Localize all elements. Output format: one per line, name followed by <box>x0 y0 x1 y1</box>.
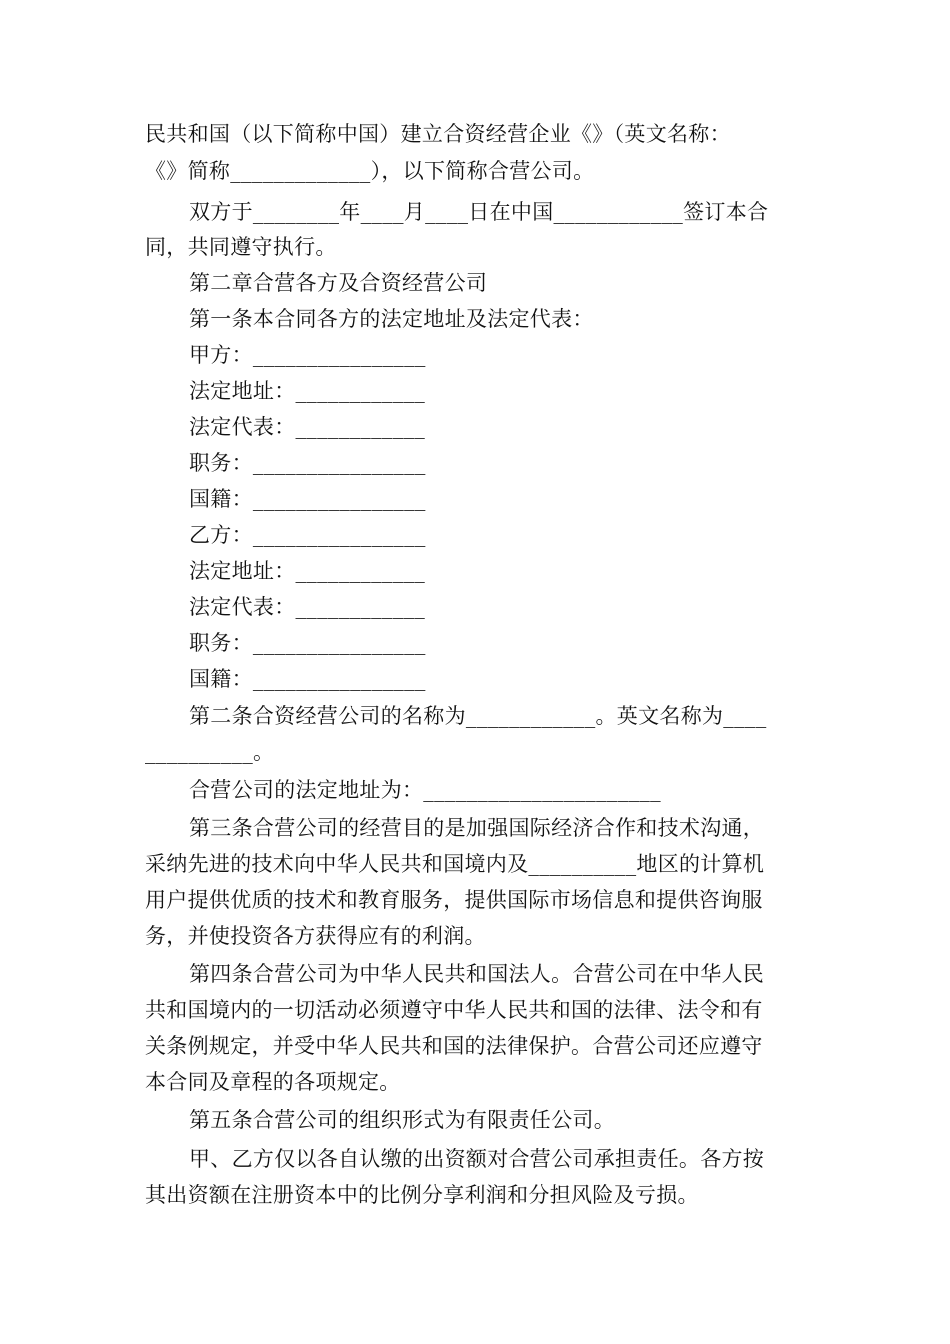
text-line: 第五条合营公司的组织形式为有限责任公司。 <box>189 1108 615 1132</box>
text-line: 务，并使投资各方获得应有的利润。 <box>145 924 486 948</box>
text-line: 同，共同遵守执行。 <box>145 235 337 259</box>
text-line: 甲、乙方仅以各自认缴的出资额对合营公司承担责任。各方按 <box>189 1147 765 1171</box>
text-line: 采纳先进的技术向中华人民共和国境内及__________地区的计算机 <box>145 852 765 876</box>
text-line: 第三条合营公司的经营目的是加强国际经济合作和技术沟通， <box>189 816 765 840</box>
text-line: 用户提供优质的技术和教育服务，提供国际市场信息和提供咨询服 <box>145 888 763 912</box>
field-representative: 法定代表：____________ <box>189 595 426 619</box>
text-line: 第四条合营公司为中华人民共和国法人。合营公司在中华人民 <box>189 962 765 986</box>
text-line: 共和国境内的一切活动必须遵守中华人民共和国的法律、法令和有 <box>145 998 763 1022</box>
field-nationality: 国籍：________________ <box>189 487 426 511</box>
text-line: __________。 <box>145 740 275 764</box>
text-line: 双方于________年____月____日在中国____________签订本合 <box>189 200 769 224</box>
field-party-b: 乙方：________________ <box>189 523 426 547</box>
field-position: 职务：________________ <box>189 631 426 655</box>
text-line: 《》简称_____________），以下简称合营公司。 <box>145 159 595 183</box>
field-address: 法定地址：____________ <box>189 559 426 583</box>
article-heading: 第一条本合同各方的法定地址及法定代表： <box>189 307 594 331</box>
chapter-heading: 第二章合营各方及合资经营公司 <box>189 271 488 295</box>
text-line: 关条例规定，并受中华人民共和国的法律保护。合营公司还应遵守 <box>145 1034 763 1058</box>
text-line: 民共和国（以下简称中国）建立合资经营企业《》（英文名称： <box>145 122 731 146</box>
text-line: 合营公司的法定地址为：______________________ <box>189 778 661 802</box>
field-nationality: 国籍：________________ <box>189 667 426 691</box>
field-address: 法定地址：____________ <box>189 379 426 403</box>
text-line: 其出资额在注册资本中的比例分享利润和分担风险及亏损。 <box>145 1183 699 1207</box>
text-line: 第二条合资经营公司的名称为____________。英文名称为____ <box>189 704 767 728</box>
text-line: 本合同及章程的各项规定。 <box>145 1070 401 1094</box>
field-party-a: 甲方：________________ <box>189 343 426 367</box>
field-representative: 法定代表：____________ <box>189 415 426 439</box>
field-position: 职务：________________ <box>189 451 426 475</box>
